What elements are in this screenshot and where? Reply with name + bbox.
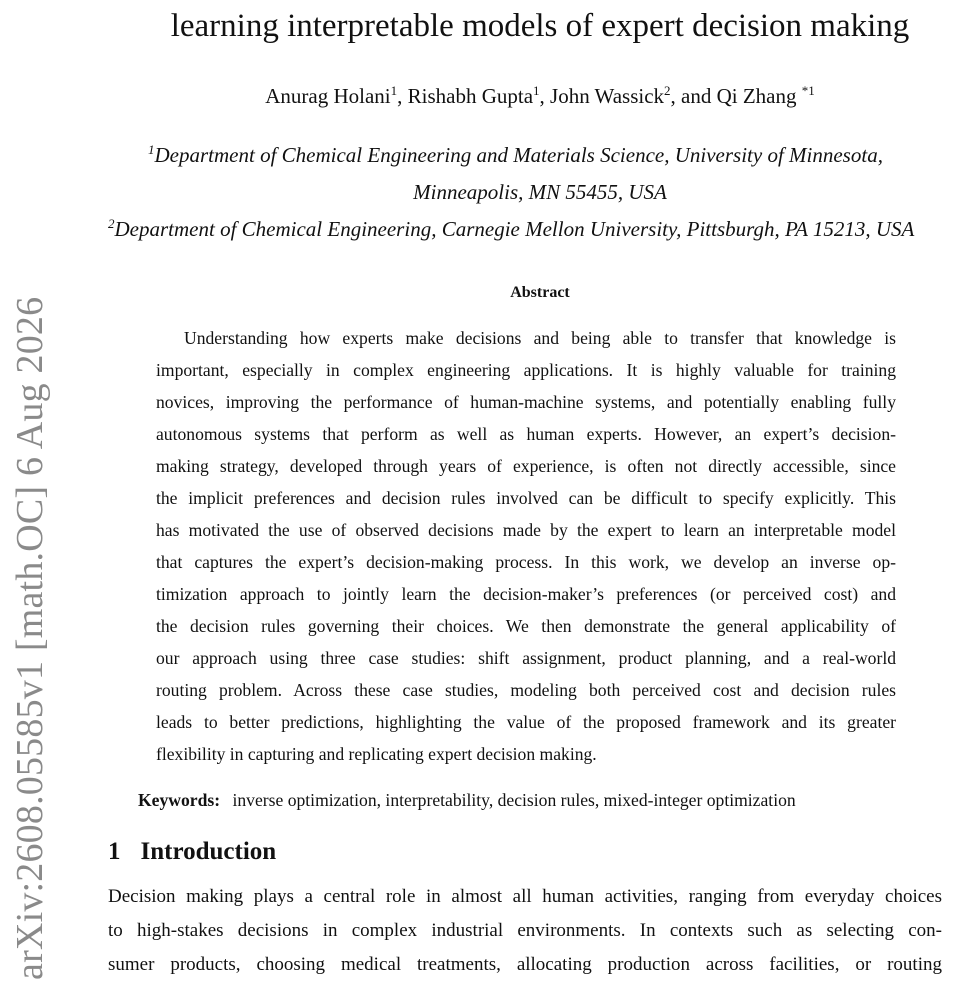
intro-paragraph <box>108 880 942 982</box>
abstract-line: leads to better predictions, highlighting the value of the proposed framework and its greater <box>156 712 896 732</box>
abstract-line: novices, improving the performance of human-machine systems, and potentially enabling fully <box>156 392 896 412</box>
affiliation-1-line-2: Minneapolis, MN 55455, USA <box>413 180 667 204</box>
abstract-line: flexibility in capturing and replicating expert decision making. <box>156 744 597 764</box>
keywords <box>138 790 796 811</box>
author-name: Rishabh Gupta <box>407 84 534 108</box>
author-affiliation-mark: 1 <box>390 83 398 98</box>
abstract-line: has motivated the use of observed decisions made by the expert to learn an interpretable model <box>156 520 896 540</box>
keywords-text: inverse optimization, interpretability, decision rules, mixed-integer optimization <box>232 790 796 810</box>
abstract-line: Understanding how experts make decisions and being able to transfer that knowledge is <box>184 328 896 348</box>
author-separator: , <box>397 84 408 108</box>
intro-line: Decision making plays a central role in almost all human activities, ranging from everyday choices <box>108 886 942 907</box>
abstract-line: that captures the expert’s decision-making process. In this work, we develop an inverse op- <box>156 552 896 572</box>
author-affiliation-mark: *1 <box>801 83 815 98</box>
author-name: John Wassick <box>550 84 665 108</box>
affiliation-1 <box>148 143 883 168</box>
arxiv-identifier: arXiv:2608.05585v1 [math.OC] 6 Aug 2026 <box>9 296 51 980</box>
abstract-line: the implicit preferences and decision rules involved can be difficult to specify explicitly. This <box>156 488 896 508</box>
abstract-heading: Abstract <box>510 284 570 301</box>
abstract-line: making strategy, developed through years of experience, is often not directly accessible, since <box>156 456 896 476</box>
keywords-label: Keywords: <box>138 790 221 810</box>
section-heading <box>108 838 276 866</box>
abstract-line: our approach using three case studies: shift assignment, product planning, and a real-world <box>156 648 896 668</box>
author-separator: , <box>539 84 551 108</box>
abstract-line: autonomous systems that perform as well as human experts. However, an expert’s decision- <box>156 424 896 444</box>
author-name: Qi Zhang <box>716 84 797 108</box>
abstract-line: important, especially in complex engineering applications. It is highly valuable for training <box>156 360 896 380</box>
affiliation-2-line: Department of Chemical Engineering, Carnegie Mellon University, Pittsburgh, PA 15213, USA <box>114 217 915 241</box>
intro-line: sumer products, choosing medical treatments, allocating production across facilities, or routing <box>108 954 942 975</box>
author-list <box>60 84 957 109</box>
author-separator: , and <box>670 84 717 108</box>
abstract-body <box>156 322 896 770</box>
section-number: 1 <box>108 838 121 865</box>
arxiv-identifier-margin <box>2 296 62 980</box>
affiliation-mark: 2 <box>108 216 115 231</box>
section-title: Introduction <box>140 838 277 865</box>
affiliation-mark: 1 <box>148 142 155 157</box>
intro-line: to high-stakes decisions in complex industrial environments. In contexts such as selecting con- <box>108 920 942 941</box>
author-name: Anurag Holani <box>265 84 391 108</box>
affiliation-1-line-1: Department of Chemical Engineering and Materials Science, University of Minnesota, <box>154 143 883 167</box>
abstract-line: timization approach to jointly learn the decision-maker’s preferences (or perceived cost) and <box>156 584 896 604</box>
author-affiliation-mark: 1 <box>533 83 540 98</box>
abstract-line: the decision rules governing their choices. We then demonstrate the general applicability of <box>156 616 896 636</box>
author-affiliation-mark: 2 <box>664 83 671 98</box>
abstract-line: routing problem. Across these case studies, modeling both perceived cost and decision rules <box>156 680 896 700</box>
paper-title: learning interpretable models of expert decision making <box>170 8 910 44</box>
affiliation-2 <box>108 217 914 242</box>
